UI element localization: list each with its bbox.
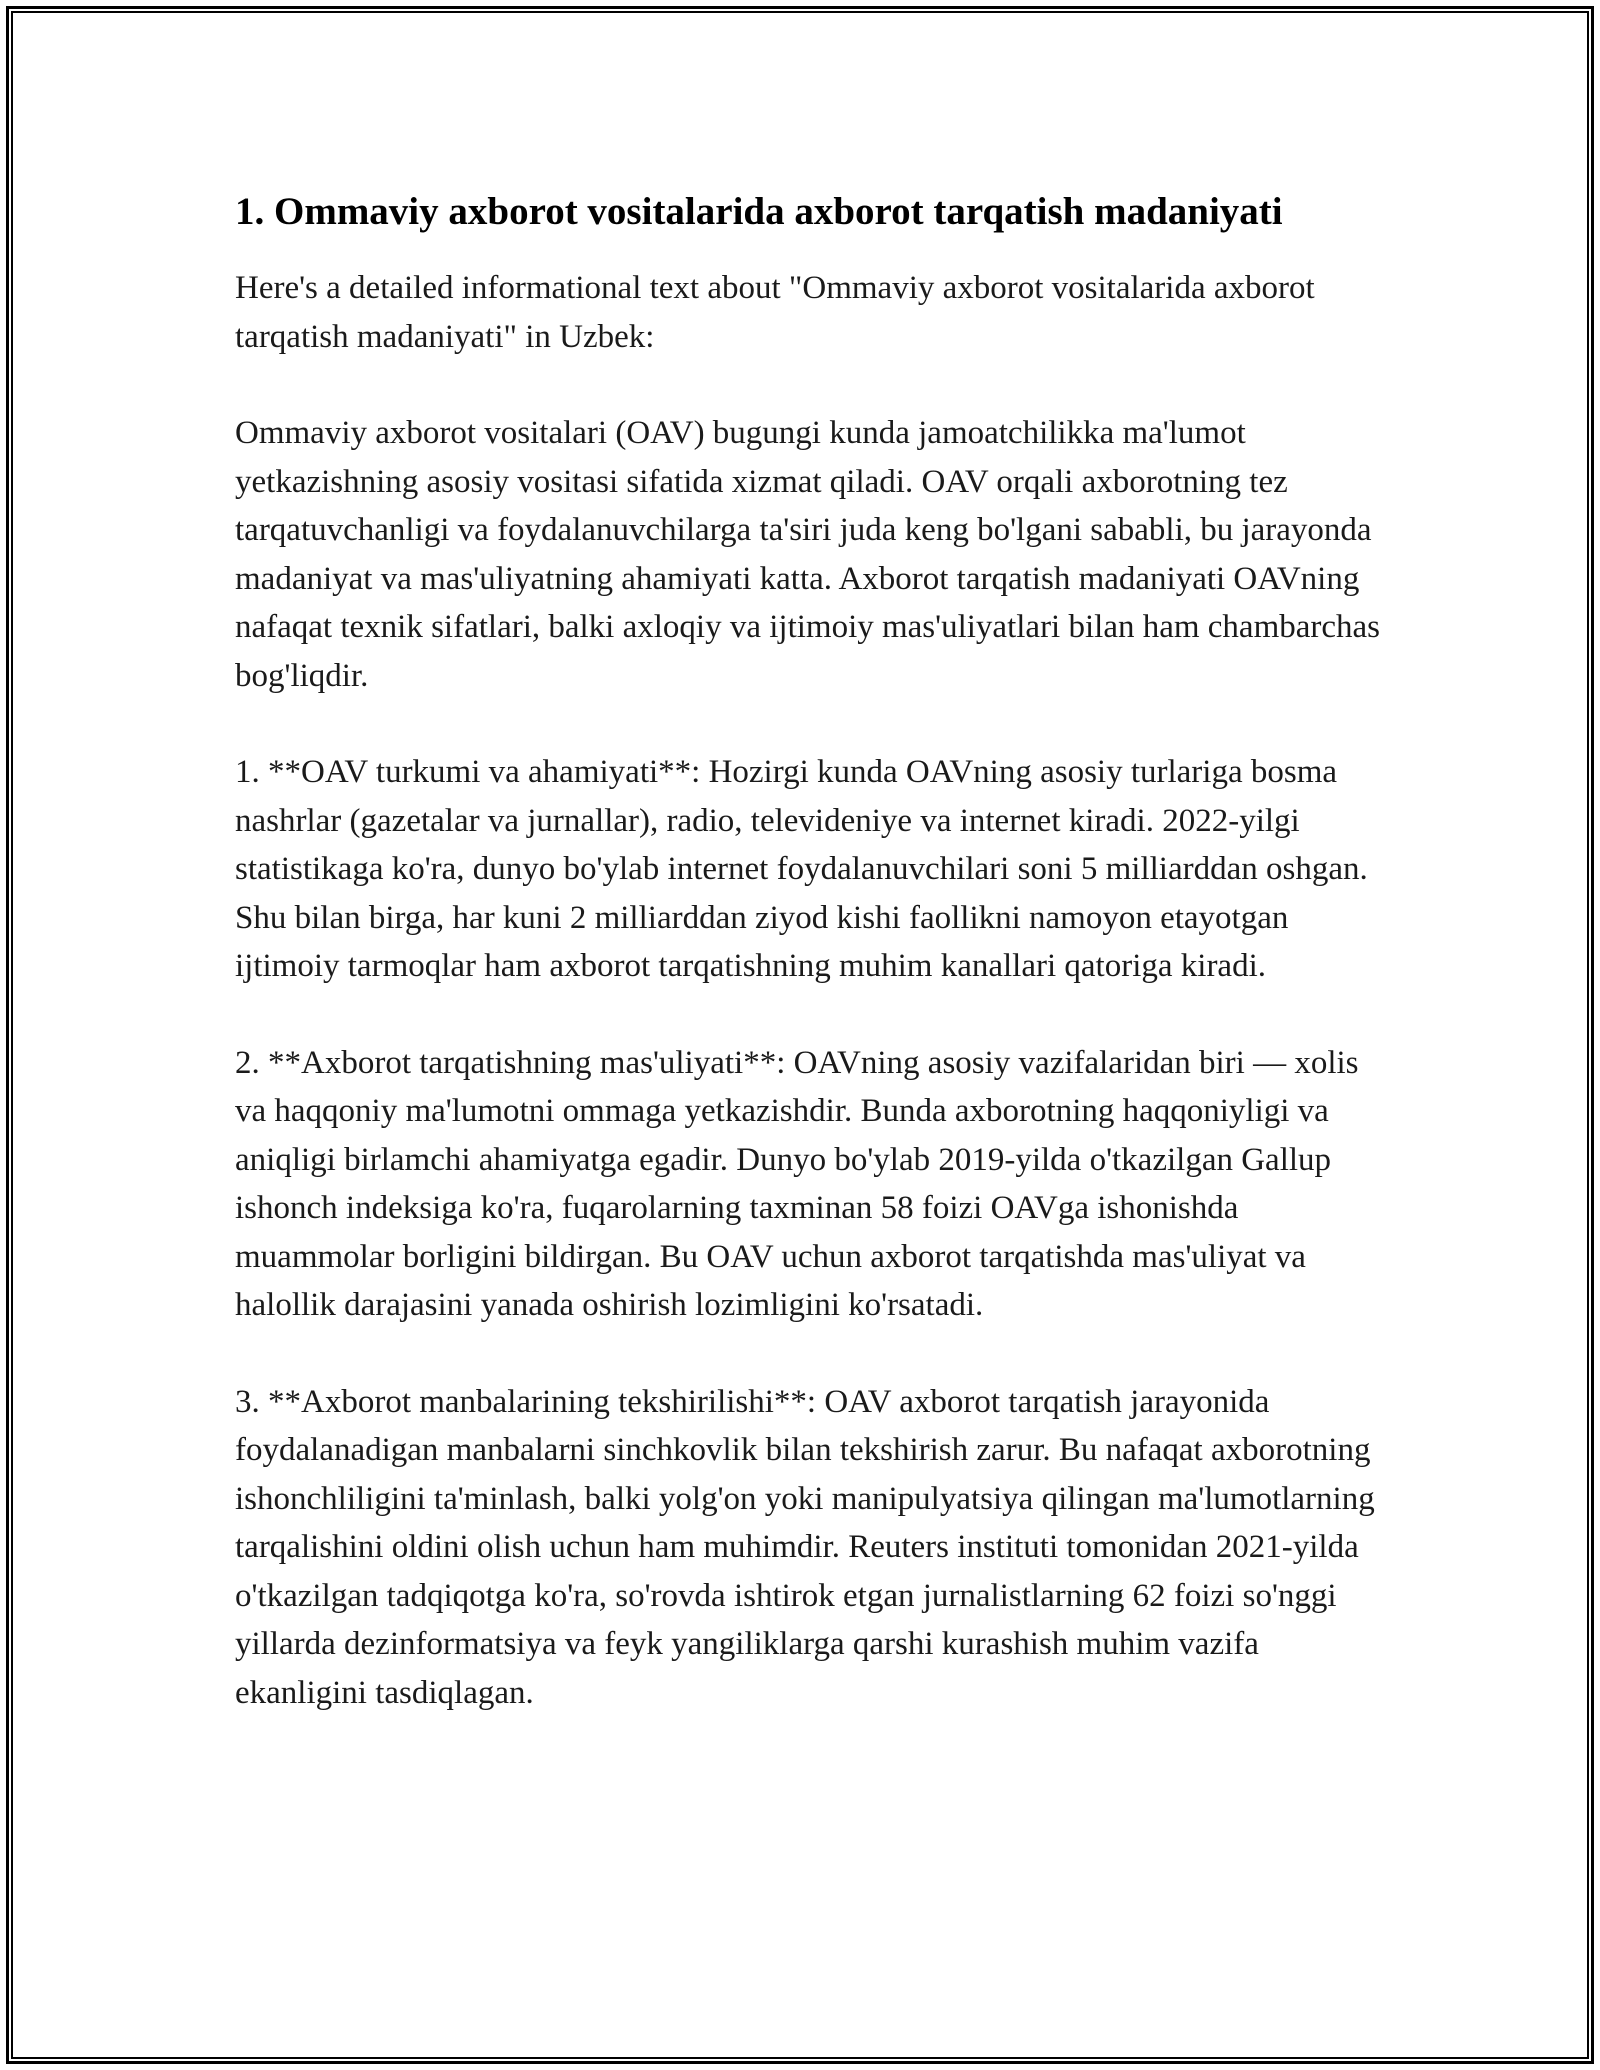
section-2-paragraph: 2. **Axborot tarqatishning mas'uliyati**: OAVning asosiy vazifalaridan biri — xolis va haqqoniy ma'lumotni ommaga yetkazishdir. Bunda axborotning haqqoniyligi va aniqligi birlamchi ahamiyatga egadir. Dunyo bo'ylab 2019-yilda o'tkazilgan Gallup ishonch indeksiga ko'ra, fuqarolarning taxminan 58 foizi OAVga ishonishda muammolar borligini bildirgan. Bu OAV uchun axborot tarqatishda mas'uliyat va halollik darajasini yanada oshirish lozimligini ko'rsatadi. bbox=[235, 1044, 1359, 1323]
overview-paragraph: Ommaviy axborot vositalari (OAV) bugungi kunda jamoatchilikka ma'lumot yetkazishning asosiy vositasi sifatida xizmat qiladi. OAV orqali axborotning tez tarqatuvchanligi va foydalanuvchilarga ta'siri juda keng bo'lgani sababli, bu jarayonda madaniyat va mas'uliyatning ahamiyati katta. Axborot tarqatish madaniyati OAVning nafaqat texnik sifatlari, balki axloqiy va ijtimoiy mas'uliyatlari bilan ham chambarchas bog'liqdir. bbox=[235, 415, 1381, 694]
document-title: 1. Ommaviy axborot vositalarida axborot tarqatish madaniyati bbox=[235, 190, 1283, 233]
section-3-paragraph: 3. **Axborot manbalarining tekshirilishi**: OAV axborot tarqatish jarayonida foydalanadigan manbalarni sinchkovlik bilan tekshirish zarur. Bu nafaqat axborotning ishonchliligini ta'minlash, balki yolg'on yoki manipulyatsiya qilingan ma'lumotlarning tarqalishini oldini olish uchun ham muhimdir. Reuters instituti tomonidan 2021-yilda o'tkazilgan tadqiqotga ko'ra, so'rovda ishtirok etgan jurnalistlarning 62 foizi so'nggi yillarda dezinformatsiya va feyk yangiliklarga qarshi kurashish muhim vazifa ekanligini tasdiqlagan. bbox=[235, 1383, 1375, 1711]
section-1-paragraph: 1. **OAV turkumi va ahamiyati**: Hozirgi kunda OAVning asosiy turlariga bosma nashrlar (gazetalar va jurnallar), radio, televideniye va internet kiradi. 2022-yilgi statistikaga ko'ra, dunyo bo'ylab internet foydalanuvchilari soni 5 milliarddan oshgan. Shu bilan birga, har kuni 2 milliarddan ziyod kishi faollikni namoyon etayotgan ijtimoiy tarmoqlar ham axborot tarqatishning muhim kanallari qatoriga kiradi. bbox=[235, 754, 1368, 984]
intro-paragraph: Here's a detailed informational text about "Ommaviy axborot vositalarida axborot tarqatish madaniyati" in Uzbek: bbox=[235, 270, 1315, 355]
document-body bbox=[235, 184, 1385, 1765]
